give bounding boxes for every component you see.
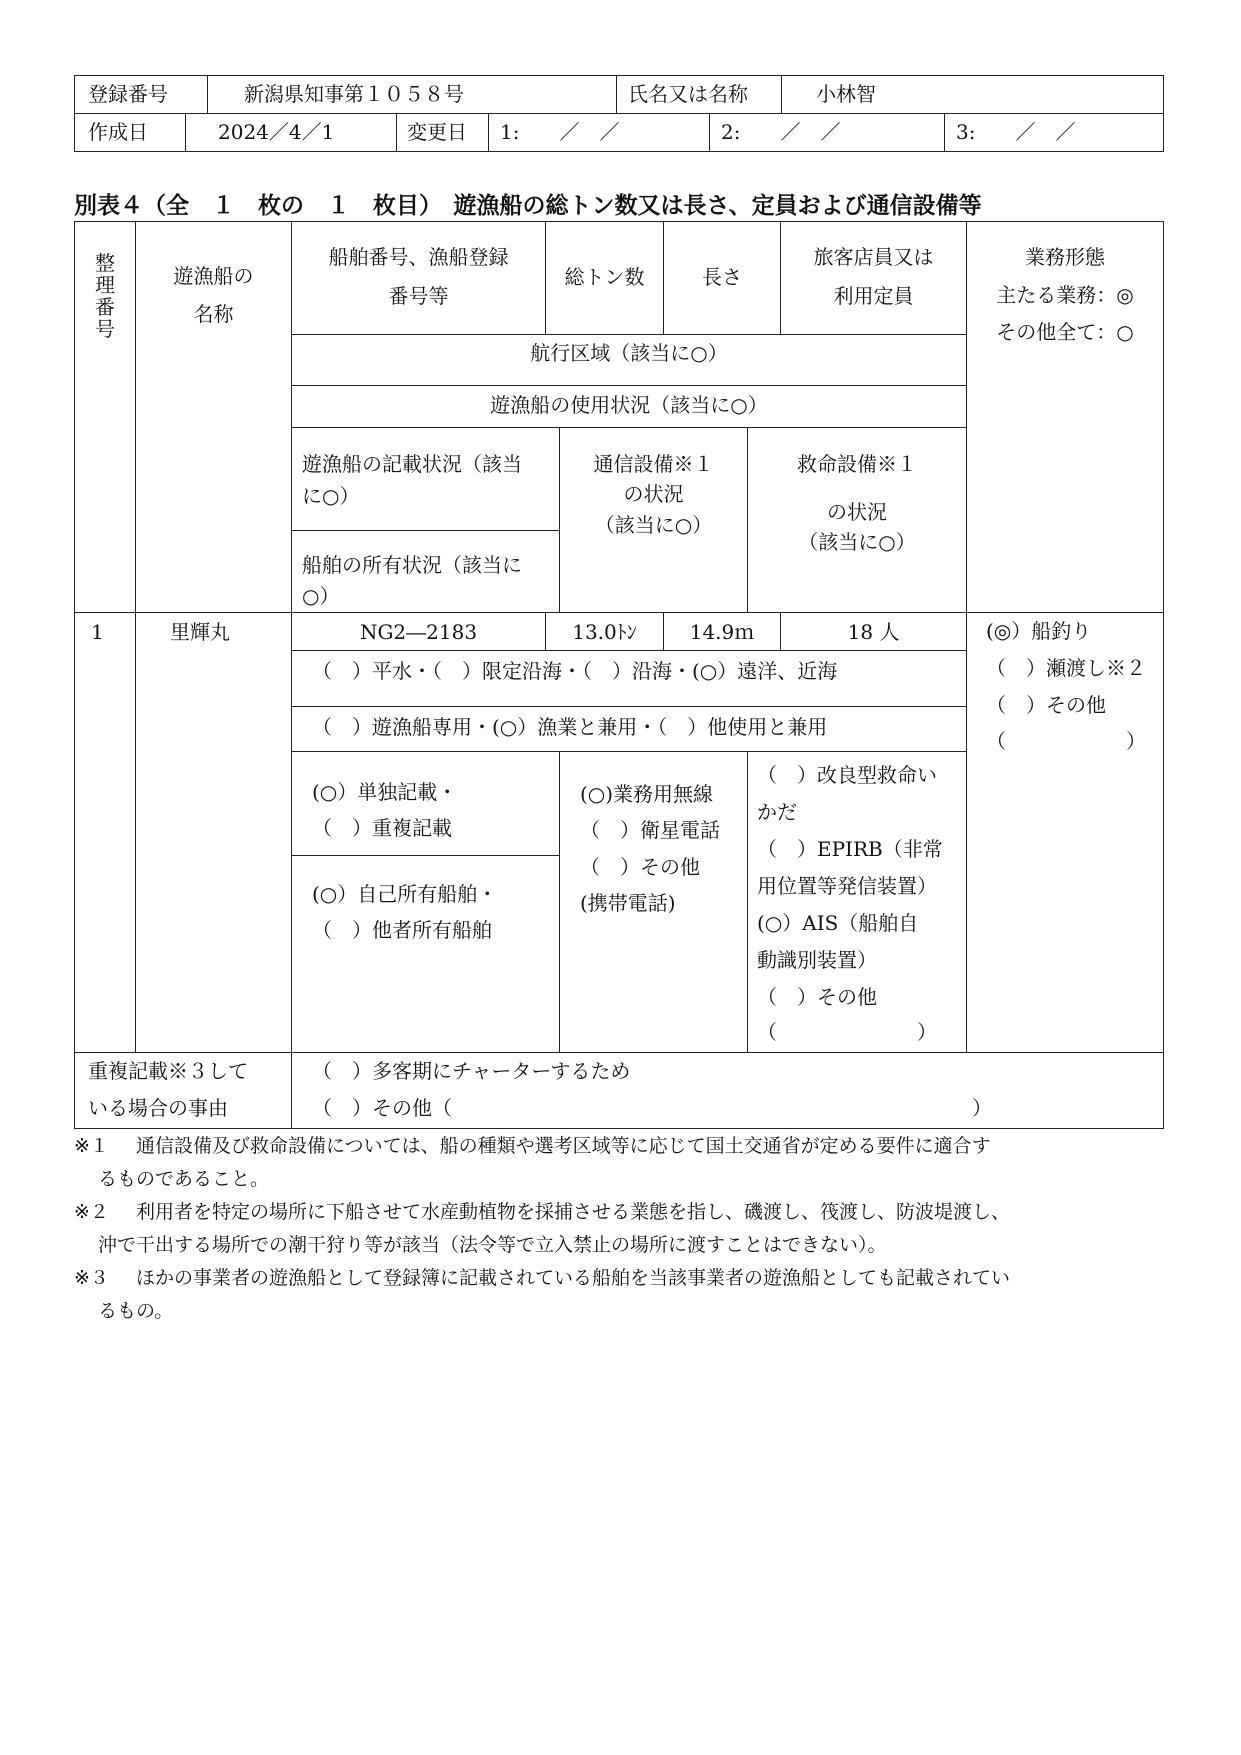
footnote bbox=[74, 1130, 1174, 1196]
created-label: 作成日 bbox=[88, 120, 148, 144]
row-length: 14.9ｍ bbox=[689, 620, 755, 644]
created-value: 2024／4／1 bbox=[218, 120, 335, 144]
column-gross-ton: 総トン数 bbox=[564, 265, 645, 289]
row-comm-4: (携帯電話) bbox=[580, 891, 676, 915]
column-area: 航行区域（該当に○） bbox=[530, 341, 728, 365]
column-rescue: 救命設備※１ bbox=[797, 452, 917, 476]
column-no-char: 番 bbox=[95, 295, 115, 319]
column-no-char: 整 bbox=[95, 251, 115, 275]
duplicate-option-2: （ ）その他（ ） bbox=[312, 1096, 992, 1120]
footnote bbox=[74, 1262, 1174, 1328]
column-ownership-2: ○） bbox=[302, 584, 340, 608]
footnote-mark: ※２ bbox=[74, 1201, 109, 1223]
footnote-cont: 沖で干出する場所での潮干狩り等が該当（法令等で立入禁止の場所に渡すことはできない）。 bbox=[98, 1234, 887, 1256]
row-rescue-8: （ ） bbox=[757, 1020, 937, 1044]
row-record: (○）単独記載・ bbox=[312, 780, 458, 804]
column-business-2: 主たる業務：◎ bbox=[996, 283, 1134, 307]
column-ship-no-2: 番号等 bbox=[388, 284, 449, 308]
row-ownership: (○）自己所有船舶・ bbox=[312, 882, 498, 906]
row-record-2: （ ）重複記載 bbox=[312, 816, 452, 840]
row-business: (◎）船釣り bbox=[986, 619, 1092, 643]
duplicate-label-2: いる場合の事由 bbox=[88, 1096, 228, 1120]
row-ownership-2: （ ）他者所有船舶 bbox=[312, 918, 492, 942]
column-ship-no: 船舶番号、漁船登録 bbox=[328, 245, 509, 269]
footnote-text: ほかの事業者の遊漁船として登録簿に記載されている船舶を当該事業者の遊漁船としても記載されてい bbox=[136, 1267, 1011, 1289]
row-rescue-2: かだ bbox=[757, 800, 797, 824]
row-rescue-4: 用位置等発信装置） bbox=[757, 874, 937, 898]
row-rescue: （ ）改良型救命い bbox=[757, 763, 937, 787]
column-record: 遊漁船の記載状況（該当 bbox=[302, 452, 522, 476]
column-usage: 遊漁船の使用状況（該当に○） bbox=[490, 393, 768, 417]
row-rescue-5: (○）AIS（船舶自 bbox=[757, 911, 919, 935]
change-date-3: 3: ／ ／ bbox=[956, 120, 1076, 144]
column-comm-2: の状況 bbox=[623, 482, 684, 506]
footnote-text: 通信設備及び救命設備については、船の種類や選考区域等に応じて国土交通省が定める要件に適合す bbox=[136, 1135, 991, 1157]
column-ownership: 船舶の所有状況（該当に bbox=[302, 553, 522, 577]
row-rescue-7: （ ）その他 bbox=[757, 985, 877, 1009]
column-comm: 通信設備※１ bbox=[593, 452, 714, 476]
row-area: （ ）平水・（ ）限定沿海・（ ）沿海・(○）遠洋、近海 bbox=[312, 659, 838, 683]
column-no-char: 号 bbox=[95, 317, 115, 341]
row-comm-3: （ ）その他 bbox=[580, 855, 700, 879]
name-value: 小林智 bbox=[816, 82, 876, 106]
duplicate-label: 重複記載※３して bbox=[88, 1059, 248, 1083]
column-record-2: に○） bbox=[302, 484, 360, 508]
row-rescue-3: （ ）EPIRB（非常 bbox=[757, 837, 943, 861]
column-rescue-2: の状況 bbox=[827, 500, 887, 524]
row-usage: （ ）遊漁船専用・(○）漁業と兼用・（ ）他使用と兼用 bbox=[312, 715, 828, 739]
column-vessel-name: 遊漁船の bbox=[173, 264, 254, 288]
column-no-header bbox=[90, 252, 120, 340]
column-business: 業務形態 bbox=[1025, 245, 1105, 269]
row-business-4: （ ） bbox=[986, 729, 1146, 753]
row-vessel-name: 里輝丸 bbox=[170, 620, 230, 644]
footnote-mark: ※３ bbox=[74, 1267, 109, 1289]
footnote-text: 利用者を特定の場所に下船させて水産動植物を採捕させる業態を指し、磯渡し、筏渡し、防波堤渡し、 bbox=[136, 1201, 1011, 1223]
duplicate-option-1: （ ）多客期にチャーターするため bbox=[312, 1059, 631, 1083]
footnote-mark: ※１ bbox=[74, 1135, 109, 1157]
column-comm-3: （該当に○） bbox=[594, 513, 713, 537]
column-capacity-2: 利用定員 bbox=[833, 284, 914, 308]
reg-label: 登録番号 bbox=[88, 82, 168, 106]
column-length: 長さ bbox=[702, 265, 742, 289]
change-date-2: 2: ／ ／ bbox=[721, 120, 841, 144]
row-no: 1 bbox=[91, 620, 104, 644]
footnote-cont: るものであること。 bbox=[98, 1168, 270, 1190]
name-label: 氏名又は名称 bbox=[628, 82, 748, 106]
column-no-char: 理 bbox=[95, 273, 115, 297]
row-gross-ton: 13.0ﾄﾝ bbox=[572, 620, 637, 644]
changed-label: 変更日 bbox=[407, 120, 467, 144]
column-vessel-name-2: 名称 bbox=[193, 302, 234, 326]
row-rescue-6: 動識別装置） bbox=[757, 948, 877, 972]
footnote-cont: るもの。 bbox=[98, 1300, 174, 1322]
row-business-2: （ ）瀬渡し※２ bbox=[986, 656, 1146, 680]
change-date-1: 1: ／ ／ bbox=[500, 120, 620, 144]
row-capacity: 18 人 bbox=[847, 620, 900, 644]
footnote bbox=[74, 1196, 1174, 1262]
reg-value: 新潟県知事第１０５８号 bbox=[244, 82, 464, 106]
row-comm-2: （ ）衛星電話 bbox=[580, 818, 720, 842]
row-comm: (○)業務用無線 bbox=[580, 782, 714, 806]
row-business-3: （ ）その他 bbox=[986, 693, 1106, 717]
row-ship-no: NG2―2183 bbox=[359, 620, 478, 644]
column-business-3: その他全て：○ bbox=[996, 320, 1134, 344]
page-title: 別表４（全 １ 枚の １ 枚目） 遊漁船の総トン数又は長さ、定員および通信設備等 bbox=[74, 193, 982, 219]
column-rescue-3: （該当に○） bbox=[798, 530, 916, 554]
column-capacity: 旅客店員又は bbox=[813, 245, 934, 269]
